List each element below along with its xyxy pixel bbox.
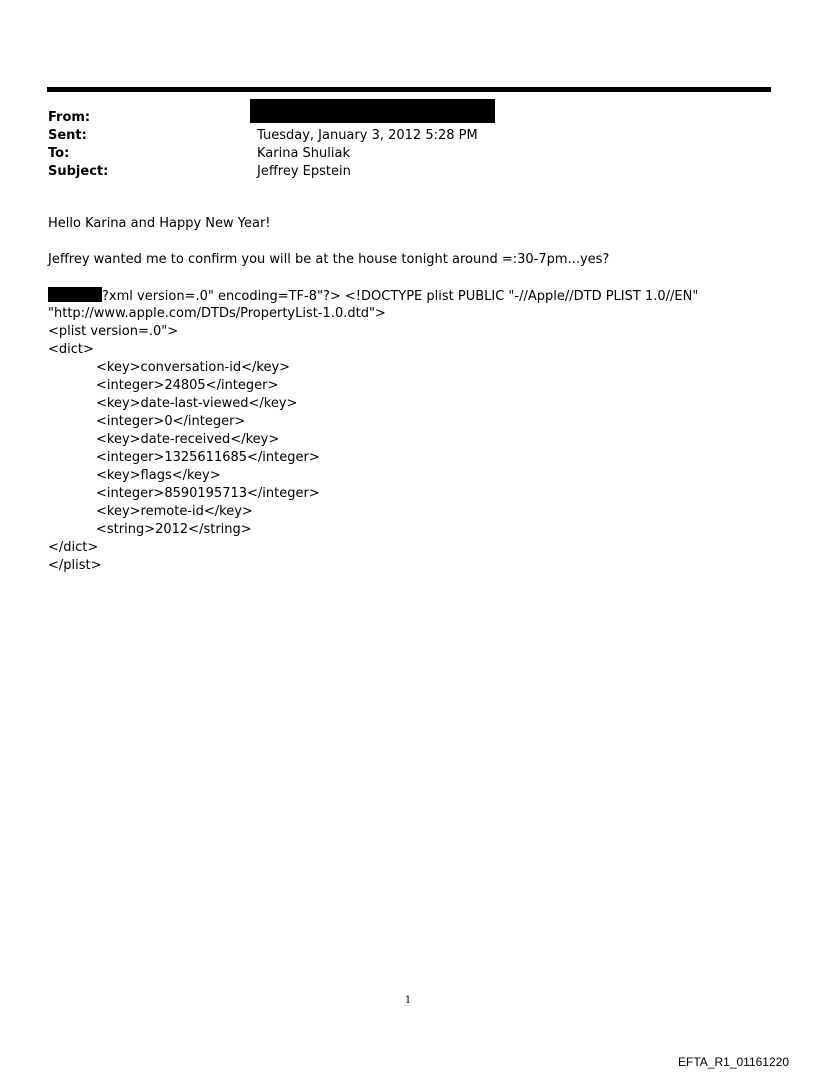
email-body bbox=[48, 215, 768, 575]
plist-line: "http://www.apple.com/DTDs/PropertyList-1.0.dtd"> bbox=[48, 306, 386, 321]
plist-line: <string>2012</string> bbox=[96, 522, 252, 537]
plist-line: <key>conversation-id</key> bbox=[96, 360, 291, 375]
plist-line: <integer>8590195713</integer> bbox=[96, 486, 320, 501]
header-divider bbox=[47, 87, 771, 92]
header-row-from bbox=[48, 109, 748, 127]
document-id: EFTA_R1_01161220 bbox=[678, 1055, 789, 1069]
plist-line: </dict> bbox=[48, 540, 99, 555]
plist-line: <key>date-last-viewed</key> bbox=[96, 396, 298, 411]
plist-line: <key>date-received</key> bbox=[96, 432, 280, 447]
to-value: Karina Shuliak bbox=[257, 146, 351, 161]
to-label: To: bbox=[48, 146, 70, 161]
page-number: 1 bbox=[404, 995, 412, 1006]
plist-first-line bbox=[48, 287, 768, 305]
subject-value: Jeffrey Epstein bbox=[257, 164, 351, 179]
plist-line: <integer>24805</integer> bbox=[96, 378, 279, 393]
plist-line: <integer>1325611685</integer> bbox=[96, 450, 320, 465]
plist-line: <key>flags</key> bbox=[96, 468, 221, 483]
header-row-sent bbox=[48, 127, 748, 145]
plist-line: <integer>0</integer> bbox=[96, 414, 246, 429]
confirmation-text: Jeffrey wanted me to confirm you will be at the house tonight around =:30-7pm...yes? bbox=[48, 252, 610, 267]
sent-label: Sent: bbox=[48, 128, 87, 143]
email-header bbox=[48, 109, 748, 181]
plist-line: <dict> bbox=[48, 342, 94, 357]
plist-first-line-text: ?xml version=.0" encoding=TF-8"?> <!DOCTYPE plist PUBLIC "-//Apple//DTD PLIST 1.0//EN" bbox=[102, 289, 699, 304]
header-row-to bbox=[48, 145, 748, 163]
subject-label: Subject: bbox=[48, 164, 109, 179]
plist-line: <key>remote-id</key> bbox=[96, 504, 253, 519]
from-label: From: bbox=[48, 110, 91, 125]
plist-line: </plist> bbox=[48, 558, 102, 573]
greeting-text: Hello Karina and Happy New Year! bbox=[48, 216, 271, 231]
sent-value: Tuesday, January 3, 2012 5:28 PM bbox=[257, 128, 478, 143]
plist-block bbox=[48, 287, 768, 575]
plist-line: <plist version=.0"> bbox=[48, 324, 179, 339]
redaction-inline bbox=[48, 287, 102, 302]
header-row-subject bbox=[48, 163, 748, 181]
